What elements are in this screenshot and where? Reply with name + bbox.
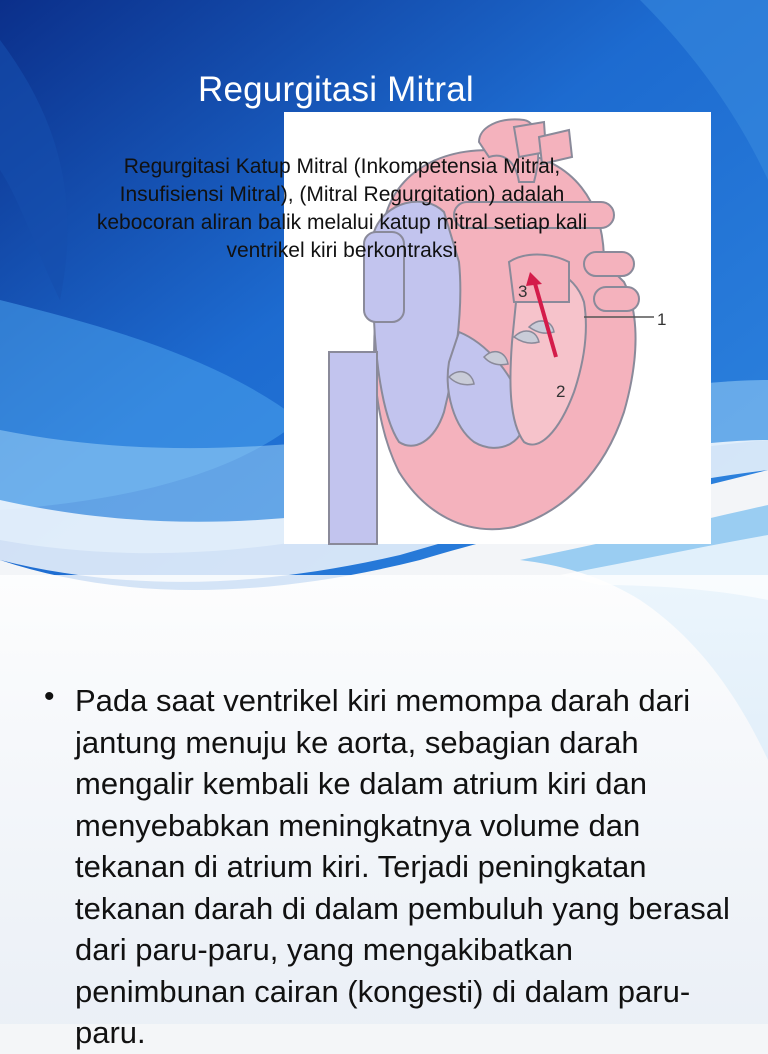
bullet-item: Pada saat ventrikel kiri memompa darah dari jantung menuju ke aorta, sebagian darah mengalir kembali ke dalam atrium kiri dan menyebabkan meningkatnya volume dan tekanan di atrium kiri. Terjadi peningkatan tekanan darah di dalam pembuluh yang berasal dari paru-paru, yang mengakibatkan penimbunan cairan (kongesti) di dalam paru-paru. [75, 683, 730, 1050]
diagram-label-2: 2 [556, 382, 566, 401]
inferior-vena-cava [329, 352, 377, 544]
slide-title: Regurgitasi Mitral [198, 70, 474, 109]
bullet-marker: • [44, 680, 55, 713]
slide-subtitle: Regurgitasi Katup Mitral (Inkompetensia Mitral, Insufisiensi Mitral), (Mitral Regurgitation) adalah kebocoran aliran balik melalui katup mitral setiap kali ventrikel kiri berkontraksi [96, 155, 588, 262]
diagram-label-3: 3 [518, 282, 528, 301]
diagram-label-1: 1 [657, 310, 667, 329]
